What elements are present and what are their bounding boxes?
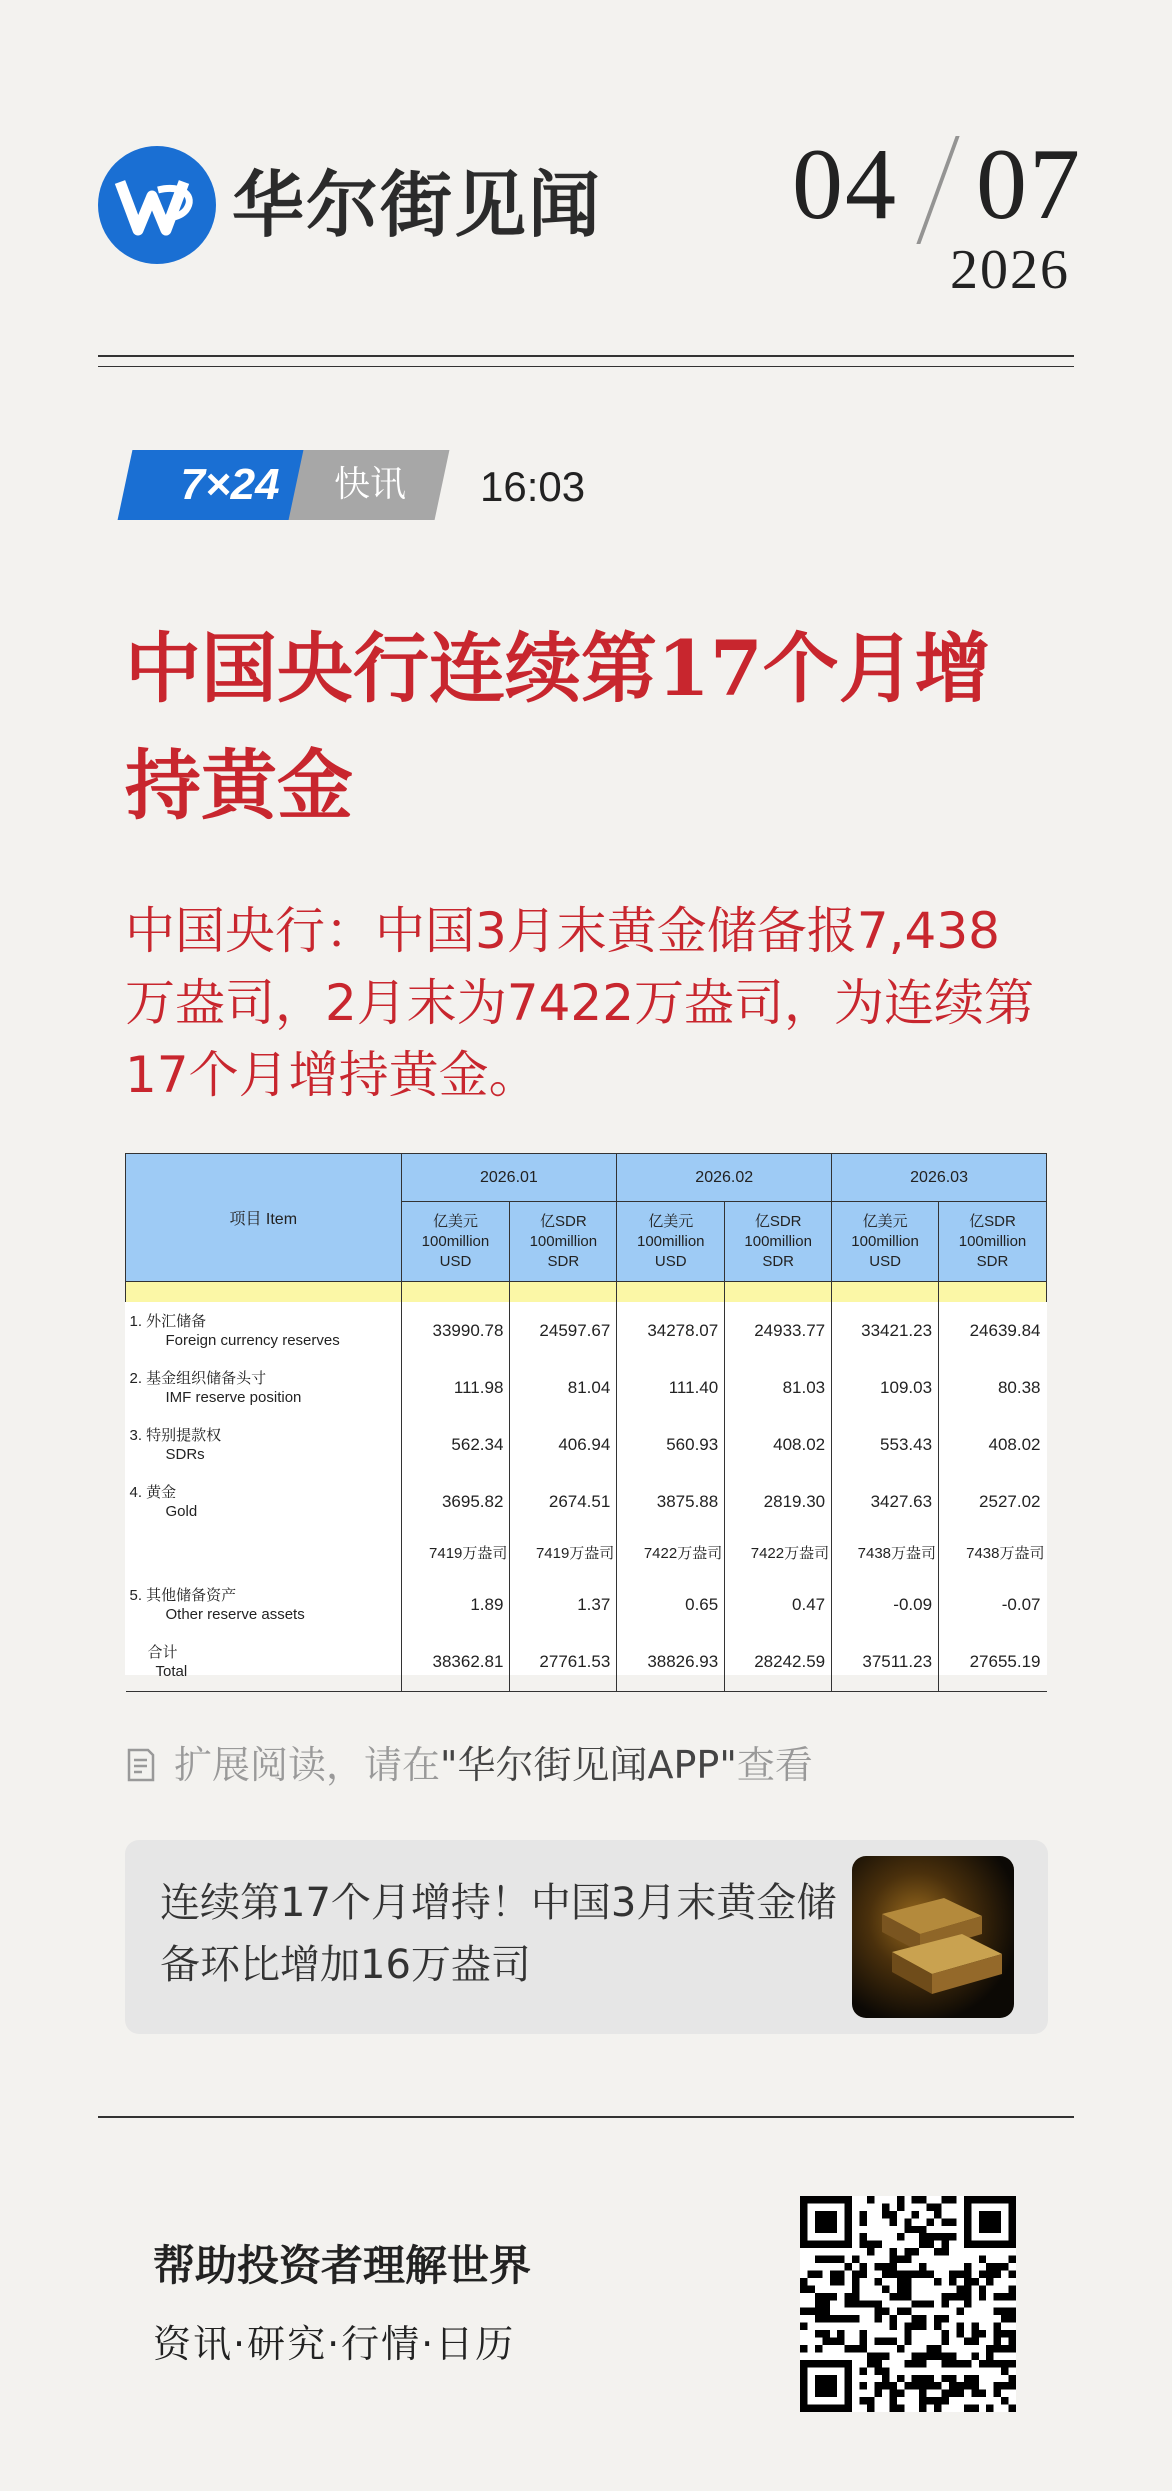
row-label-cn: 4. 黄金 bbox=[129, 1483, 177, 1501]
brand-name: 华尔街见闻 bbox=[232, 162, 603, 247]
header-divider-bottom bbox=[98, 366, 1074, 367]
table-cell: 27761.53 bbox=[510, 1634, 617, 1692]
reserve-table bbox=[125, 1153, 1047, 1681]
table-cell: 1.37 bbox=[510, 1576, 617, 1634]
row-label bbox=[126, 1474, 402, 1530]
row-label bbox=[126, 1302, 402, 1360]
unit-header-line: 亿SDR bbox=[969, 1212, 1016, 1230]
table-cell: 7438万盎司 bbox=[939, 1530, 1047, 1576]
row-label-en: Total bbox=[155, 1663, 188, 1681]
row-label bbox=[126, 1530, 402, 1576]
table-row bbox=[126, 1360, 1047, 1416]
date-month: 07 bbox=[976, 128, 1082, 241]
unit-header bbox=[401, 1202, 510, 1282]
table-cell: 24639.84 bbox=[939, 1302, 1047, 1360]
footer-categories: 资讯·研究·行情·日历 bbox=[153, 2322, 516, 2366]
table-row bbox=[126, 1416, 1047, 1474]
unit-header bbox=[832, 1202, 939, 1282]
read-more-suffix: 查看 bbox=[736, 1743, 813, 1787]
row-label bbox=[126, 1576, 402, 1634]
unit-header-line: 100million bbox=[958, 1232, 1027, 1250]
footer-divider bbox=[98, 2116, 1074, 2118]
table-cell: 81.04 bbox=[510, 1360, 617, 1416]
table-cell: 109.03 bbox=[832, 1360, 939, 1416]
table-cell: -0.09 bbox=[832, 1576, 939, 1634]
header-divider-top bbox=[98, 355, 1074, 357]
slogan: 帮助投资者理解世界 bbox=[153, 2241, 532, 2290]
table-cell: 37511.23 bbox=[832, 1634, 939, 1692]
table-cell: 0.65 bbox=[617, 1576, 725, 1634]
unit-header bbox=[725, 1202, 832, 1282]
row-label bbox=[126, 1416, 402, 1474]
unit-header-line: 亿美元 bbox=[862, 1212, 908, 1230]
table-cell: 408.02 bbox=[725, 1416, 832, 1474]
table-row bbox=[126, 1634, 1047, 1692]
headline: 中国央行连续第17个月增持黄金 bbox=[125, 624, 991, 830]
type-badge-label: 快讯 bbox=[333, 464, 406, 505]
table-cell: 38362.81 bbox=[401, 1634, 510, 1692]
unit-header-line: 亿美元 bbox=[432, 1212, 478, 1230]
summary: 中国央行：中国3月末黄金储备报7,438万盎司，2月末为7422万盎司，为连续第17个月增持黄金。 bbox=[125, 902, 1035, 1104]
table-cell: 111.98 bbox=[401, 1360, 510, 1416]
unit-header-line: SDR bbox=[547, 1252, 580, 1270]
table-cell: 111.40 bbox=[617, 1360, 725, 1416]
table-row bbox=[126, 1576, 1047, 1634]
related-article-title[interactable]: 连续第17个月增持！中国3月末黄金储备环比增加16万盎司 bbox=[160, 1880, 837, 1988]
row-label-cn: 2. 基金组织储备头寸 bbox=[129, 1369, 267, 1387]
row-label-cn: 1. 外汇储备 bbox=[129, 1312, 207, 1330]
row-label-cn: 5. 其他储备资产 bbox=[129, 1586, 237, 1604]
unit-header-line: 100million bbox=[421, 1232, 490, 1250]
date-day: 04 bbox=[792, 128, 898, 241]
row-label bbox=[126, 1634, 402, 1692]
row-label-cn: 合计 bbox=[147, 1644, 178, 1662]
table-row bbox=[126, 1474, 1047, 1530]
table-cell: 3427.63 bbox=[832, 1474, 939, 1530]
table-item-header: 项目 Item bbox=[126, 1154, 402, 1282]
table-cell: 27655.19 bbox=[939, 1634, 1047, 1692]
qr-code bbox=[800, 2196, 1016, 2412]
table-cell: 553.43 bbox=[832, 1416, 939, 1474]
table-cell: 80.38 bbox=[939, 1360, 1047, 1416]
row-label-en: IMF reserve position bbox=[165, 1388, 302, 1406]
row-label-en: Foreign currency reserves bbox=[165, 1331, 340, 1349]
table-cell: 560.93 bbox=[617, 1416, 725, 1474]
unit-header bbox=[617, 1202, 725, 1282]
table-row bbox=[126, 1530, 1047, 1576]
table-cell: 81.03 bbox=[725, 1360, 832, 1416]
gold-bars-image bbox=[852, 1856, 1014, 2018]
table-cell: 24597.67 bbox=[510, 1302, 617, 1360]
table-cell: 3695.82 bbox=[401, 1474, 510, 1530]
unit-header-line: 亿SDR bbox=[754, 1212, 802, 1230]
unit-header bbox=[510, 1202, 617, 1282]
period-header: 2026.02 bbox=[617, 1154, 832, 1202]
table-cell: 1.89 bbox=[401, 1576, 510, 1634]
unit-header-line: SDR bbox=[976, 1252, 1009, 1270]
table-cell: 3875.88 bbox=[617, 1474, 725, 1530]
unit-header-line: 100million bbox=[636, 1232, 705, 1250]
table-cell: 38826.93 bbox=[617, 1634, 725, 1692]
unit-header bbox=[939, 1202, 1047, 1282]
channel-badge-label: 7×24 bbox=[180, 460, 280, 509]
news-time: 16:03 bbox=[480, 463, 586, 510]
row-label-en: Gold bbox=[165, 1502, 198, 1520]
unit-header-line: USD bbox=[439, 1252, 472, 1270]
table-cell: 406.94 bbox=[510, 1416, 617, 1474]
table-cell: 7422万盎司 bbox=[617, 1530, 725, 1576]
period-header: 2026.03 bbox=[832, 1154, 1047, 1202]
unit-header-line: 100million bbox=[851, 1232, 919, 1250]
table-cell: 2674.51 bbox=[510, 1474, 617, 1530]
row-label bbox=[126, 1360, 402, 1416]
table-cell: 7419万盎司 bbox=[401, 1530, 510, 1576]
table-cell: 7422万盎司 bbox=[725, 1530, 832, 1576]
table-cell: 33990.78 bbox=[401, 1302, 510, 1360]
wallstreetcn-logo-icon bbox=[98, 146, 216, 264]
unit-header-line: 亿美元 bbox=[648, 1212, 694, 1230]
table-row bbox=[126, 1302, 1047, 1360]
read-more-hint[interactable] bbox=[174, 1740, 813, 1790]
table-cell: 2527.02 bbox=[939, 1474, 1047, 1530]
unit-header-line: 100million bbox=[744, 1232, 812, 1250]
row-label-en: Other reserve assets bbox=[165, 1605, 305, 1623]
table-cell: 0.47 bbox=[725, 1576, 832, 1634]
table-cell: 34278.07 bbox=[617, 1302, 725, 1360]
period-header: 2026.01 bbox=[401, 1154, 617, 1202]
read-more-app: "华尔街见闻APP" bbox=[440, 1743, 737, 1787]
table-cell: 7419万盎司 bbox=[510, 1530, 617, 1576]
date-separator bbox=[916, 136, 959, 244]
row-label-cn: 3. 特别提款权 bbox=[129, 1426, 222, 1444]
table-cell: -0.07 bbox=[939, 1576, 1047, 1634]
document-icon bbox=[126, 1748, 156, 1782]
table-cell: 408.02 bbox=[939, 1416, 1047, 1474]
date-year: 2026 bbox=[950, 239, 1070, 301]
unit-header-line: 100million bbox=[529, 1232, 598, 1250]
unit-header-line: 亿SDR bbox=[540, 1212, 587, 1230]
unit-header-line: USD bbox=[869, 1252, 901, 1270]
table-cell: 2819.30 bbox=[725, 1474, 832, 1530]
row-label-en: SDRs bbox=[165, 1445, 205, 1463]
table-cell: 33421.23 bbox=[832, 1302, 939, 1360]
table-cell: 24933.77 bbox=[725, 1302, 832, 1360]
unit-header-line: SDR bbox=[762, 1252, 794, 1270]
unit-header-line: USD bbox=[654, 1252, 687, 1270]
table-cell: 562.34 bbox=[401, 1416, 510, 1474]
read-more-prefix: 扩展阅读，请在 bbox=[174, 1743, 441, 1787]
table-cell: 7438万盎司 bbox=[832, 1530, 939, 1576]
table-cell: 28242.59 bbox=[725, 1634, 832, 1692]
